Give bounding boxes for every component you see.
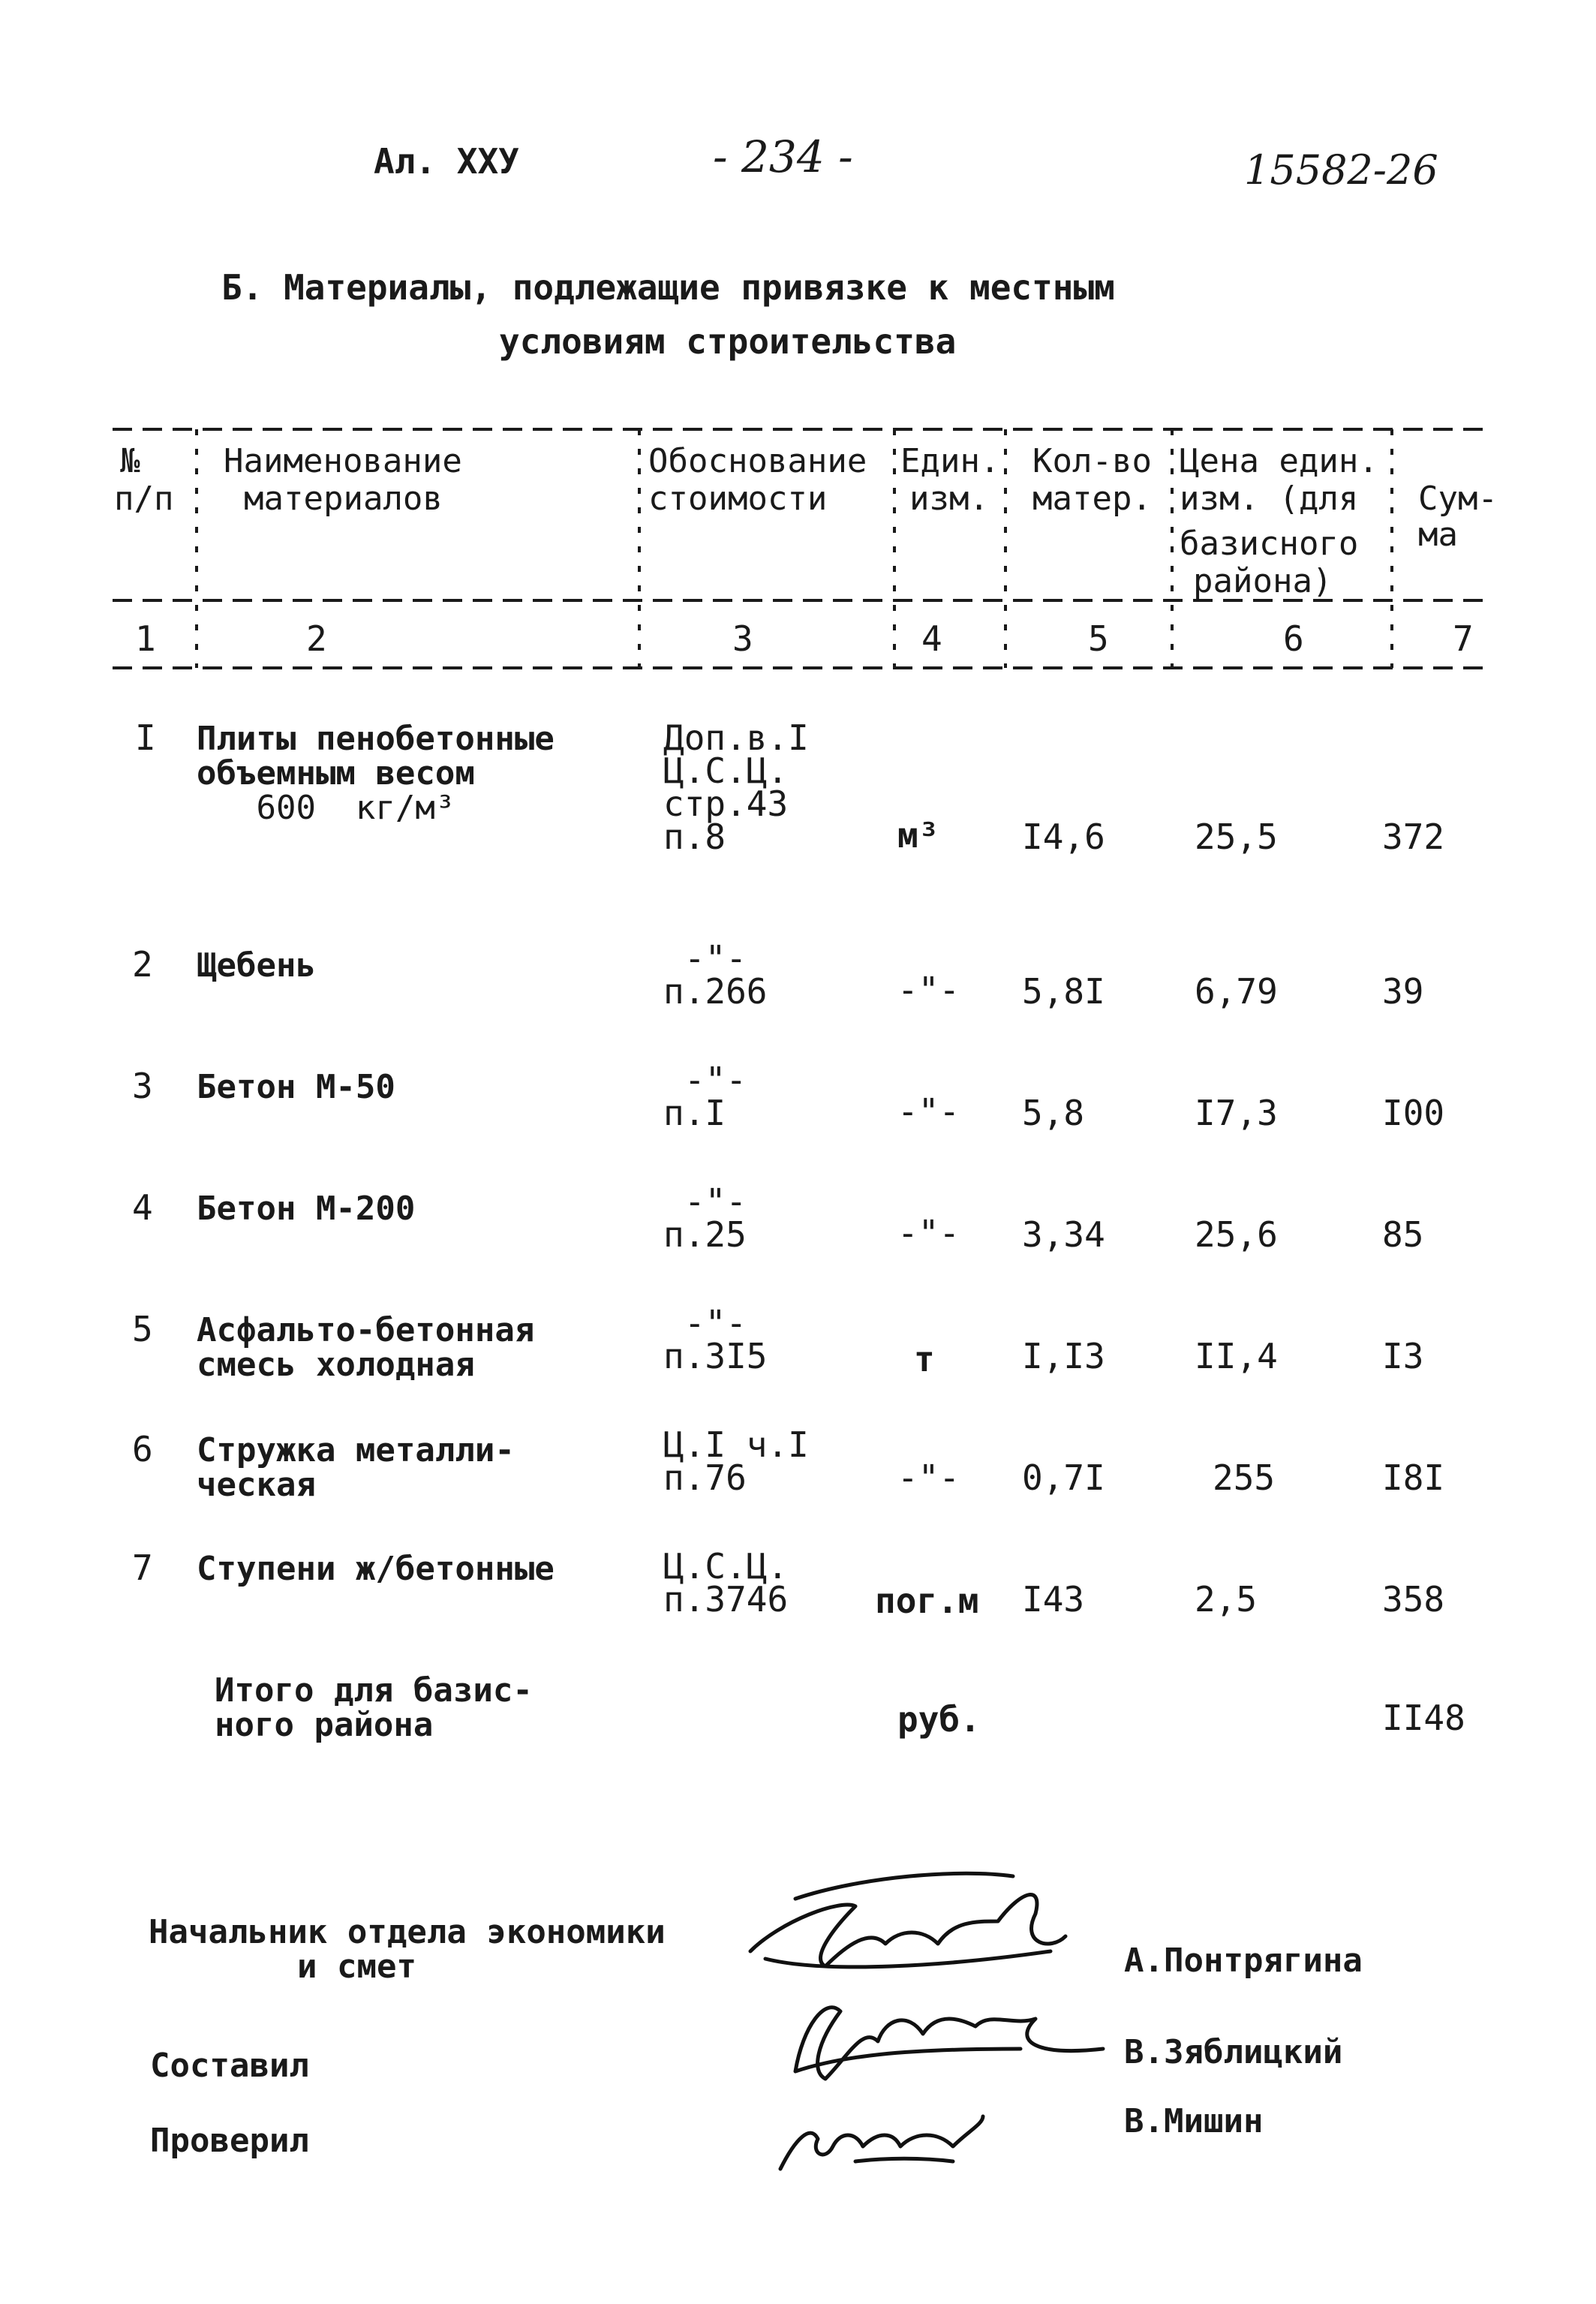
cost-basis-line: -"- — [684, 938, 747, 979]
header-basis-line2: стоимости — [648, 480, 828, 518]
quantity: I43 — [1022, 1579, 1085, 1620]
column-number-6: 6 — [1283, 618, 1304, 659]
column-number-1: 1 — [135, 618, 156, 659]
signature-checked — [780, 2116, 983, 2169]
quantity: 5,8 — [1022, 1093, 1085, 1133]
material-name-line: Бетон М-200 — [197, 1190, 416, 1228]
unit-price: 25,6 — [1195, 1214, 1278, 1255]
column-number-3: 3 — [732, 618, 753, 659]
page-number: - 234 - — [713, 131, 853, 182]
quantity: 3,34 — [1022, 1214, 1105, 1255]
column-number-4: 4 — [921, 618, 942, 659]
cost-basis-line: Ц.I ч.I — [663, 1424, 809, 1465]
cost-basis-line: -"- — [684, 1181, 747, 1222]
cost-basis-line: п.3746 — [663, 1579, 789, 1620]
sum: 85 — [1382, 1214, 1424, 1255]
material-name-line: 600 кг/м³ — [197, 789, 455, 827]
total-label-line2: ного района — [215, 1706, 434, 1744]
quantity: 0,7I — [1022, 1457, 1105, 1498]
column-number-7: 7 — [1453, 618, 1474, 659]
cost-basis-line: -"- — [684, 1060, 747, 1100]
header-basis-line1: Обоснование — [648, 442, 867, 480]
header-sum-line1: Сум- — [1418, 480, 1498, 518]
cost-basis-line: -"- — [684, 1303, 747, 1343]
material-name-line: Бетон М-50 — [197, 1068, 395, 1106]
material-name-line: ческая — [197, 1466, 316, 1504]
material-name-line: Стружка металли- — [197, 1431, 515, 1469]
cost-basis-line: п.76 — [663, 1457, 747, 1498]
header-unit-line2: изм. — [909, 480, 989, 518]
column-number-5: 5 — [1088, 618, 1109, 659]
header-qty-line1: Кол-во — [1032, 442, 1152, 480]
material-name-line: объемным весом — [197, 754, 475, 793]
total-sum: II48 — [1382, 1698, 1465, 1738]
cost-basis-line: п.I — [663, 1093, 726, 1133]
header-sum-line2: ма — [1418, 516, 1458, 554]
unit-price: 6,79 — [1195, 971, 1278, 1012]
row-number: 2 — [132, 944, 153, 985]
unit: -"- — [897, 1213, 960, 1253]
quantity: 5,8I — [1022, 971, 1105, 1012]
row-number: 6 — [132, 1429, 153, 1469]
row-number: I — [135, 717, 156, 758]
unit-price: 25,5 — [1195, 817, 1278, 857]
signature-head — [750, 1873, 1066, 1967]
quantity: I4,6 — [1022, 817, 1105, 857]
unit: -"- — [897, 1457, 960, 1498]
section-title-line2: условиям строительства — [499, 321, 957, 362]
material-name-line: смесь холодная — [197, 1346, 475, 1384]
unit: т — [914, 1339, 935, 1379]
cost-basis-line: Ц.С.Ц. — [663, 750, 789, 791]
header-qty-line2: матер. — [1032, 480, 1152, 518]
header-price-line2: изм. (для — [1180, 480, 1359, 518]
head-name: А.Понтрягина — [1124, 1942, 1363, 1980]
sum: I00 — [1382, 1093, 1445, 1133]
material-name-line: Ступени ж/бетонные — [197, 1550, 555, 1588]
column-number-2: 2 — [306, 618, 327, 659]
head-title-line1: Начальник отдела экономики — [149, 1913, 666, 1951]
album-label: Ал. ХХУ — [374, 141, 519, 182]
checked-label: Проверил — [150, 2122, 309, 2160]
sum: 358 — [1382, 1579, 1445, 1620]
sum: I8I — [1382, 1457, 1445, 1498]
material-name-line: Плиты пенобетонные — [197, 720, 555, 758]
cost-basis-line: п.3I5 — [663, 1336, 768, 1376]
signature-compiled — [795, 2008, 1103, 2079]
row-number: 7 — [132, 1548, 153, 1588]
document-code: 15582-26 — [1244, 146, 1438, 194]
header-price-line4: района) — [1193, 562, 1333, 600]
header-price-line1: Цена един. — [1180, 442, 1378, 480]
compiled-label: Составил — [150, 2047, 309, 2085]
cost-basis-line: п.266 — [663, 971, 768, 1012]
unit: -"- — [897, 1091, 960, 1132]
material-name-line: Щебень — [197, 946, 316, 985]
unit: -"- — [897, 970, 960, 1010]
total-label-line1: Итого для базис- — [215, 1671, 533, 1710]
cost-basis-line: п.25 — [663, 1214, 747, 1255]
cost-basis-line: п.8 — [663, 817, 726, 857]
header-num-line2: п/п — [114, 480, 174, 518]
header-unit-line1: Един. — [900, 442, 1000, 480]
total-unit: руб. — [897, 1699, 981, 1740]
unit-price: I7,3 — [1195, 1093, 1278, 1133]
section-title-line1: Б. Материалы, подлежащие привязке к местным — [221, 267, 1115, 308]
sum: 39 — [1382, 971, 1424, 1012]
cost-basis-line: Доп.в.I — [663, 717, 809, 758]
material-name-line: Асфальто-бетонная — [197, 1311, 535, 1349]
sum: I3 — [1382, 1336, 1424, 1376]
row-number: 4 — [132, 1187, 153, 1228]
header-num-line1: № — [120, 442, 140, 480]
unit-price: II,4 — [1195, 1336, 1278, 1376]
unit-price: 255 — [1213, 1457, 1276, 1498]
compiled-name: В.Зяблицкий — [1124, 2033, 1343, 2071]
row-number: 5 — [132, 1309, 153, 1349]
sum: 372 — [1382, 817, 1445, 857]
cost-basis-line: Ц.С.Ц. — [663, 1546, 789, 1587]
unit-price: 2,5 — [1195, 1579, 1258, 1620]
header-name-line2: материалов — [244, 480, 443, 518]
head-title-line2: и смет — [297, 1948, 416, 1986]
row-number: 3 — [132, 1066, 153, 1106]
unit: м³ — [897, 815, 939, 856]
quantity: I,I3 — [1022, 1336, 1105, 1376]
checked-name: В.Мишин — [1124, 2102, 1264, 2140]
unit: пог.м — [875, 1581, 979, 1621]
cost-basis-line: стр.43 — [663, 784, 789, 824]
header-name-line1: Наименование — [224, 442, 462, 480]
header-price-line3: базисного — [1180, 525, 1359, 563]
